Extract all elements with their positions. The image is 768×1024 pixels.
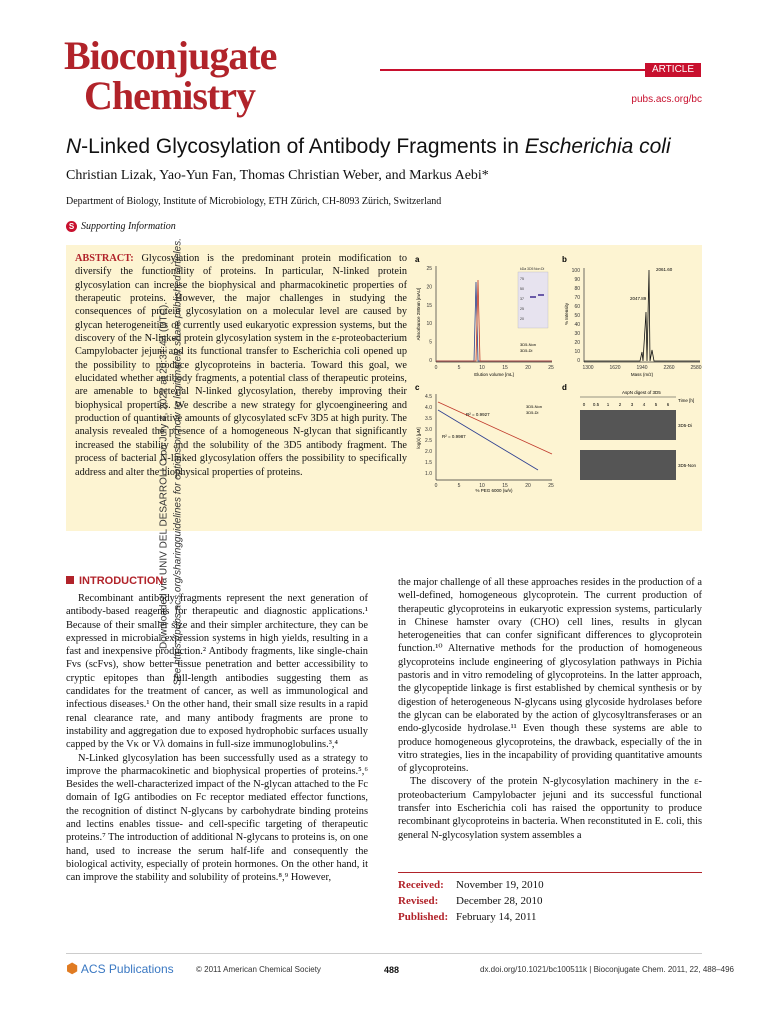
panel-c-legend-item: 3D5-Di bbox=[526, 410, 539, 415]
panel-a-ytick: 25 bbox=[426, 266, 432, 272]
panel-c-r2-di: R² = 0.9927 bbox=[466, 412, 490, 417]
panel-d-time: 5 bbox=[654, 402, 658, 407]
supporting-info-icon: S bbox=[66, 221, 77, 232]
body-column-right bbox=[398, 576, 702, 842]
panel-c-label: c bbox=[415, 383, 420, 392]
panel-c-ytick: 3.5 bbox=[425, 416, 432, 422]
panel-c-xtick: 15 bbox=[502, 483, 508, 489]
panel-b-ytick: 70 bbox=[574, 295, 580, 301]
panel-b-ytick: 20 bbox=[574, 340, 580, 346]
panel-b-spectrum bbox=[584, 270, 700, 361]
supporting-info-link[interactable]: S Supporting Information bbox=[66, 221, 176, 232]
graphical-abstract-figure bbox=[412, 252, 702, 524]
panel-b-ytick: 60 bbox=[574, 304, 580, 310]
panel-a-ytick: 5 bbox=[429, 339, 432, 346]
panel-c-ytick: 4.5 bbox=[425, 394, 432, 400]
panel-d-time: 0 bbox=[582, 402, 586, 407]
acs-publications-logo[interactable]: ⬢ ACS Publications bbox=[66, 960, 174, 976]
panel-c-r2-non: R² = 0.9987 bbox=[442, 434, 466, 439]
panel-d-time: 0.5 bbox=[592, 402, 600, 407]
intro-paragraph: the major challenge of all these approaches resides in the production of a well-defined, homogeneous glycoprotein. The current production of therapeutic glycoproteins in eukaryotic expression systems, particularly in Chinese hamster ovary (CHO) cell lines, results in glycan heterogeneities that can confer significant differences to glycoprotein function.¹⁰ Alternative methods for the production of homogeneous glycoproteins include engineering of glycosylation pathways in Pichia pastoris and in vitro remodeling of glycoproteins. In the latter approach, the glycopeptide linkage is first established by chemical synthesis or by digestion of heterogeneous N-glycans using glycoside hydrolases before the glycan can be elaborated by the action of glycosyltransferases or an endo-glycoside hydrolase.¹¹ Even though these systems are able to produce homogeneous glycoproteins, the drawback, especially of the in vitro strategies, lies in the incapability of providing quantitative amounts of glycoproteins. bbox=[398, 577, 702, 775]
copyright: © 2011 American Chemical Society bbox=[196, 965, 321, 974]
panel-d-lane-di: 3D5-Di bbox=[678, 423, 693, 428]
panel-a-ytick: 10 bbox=[426, 321, 432, 328]
dates-rule bbox=[398, 872, 702, 873]
panel-a-xtick: 10 bbox=[479, 365, 485, 371]
panel-b-peak1: 2061.60 bbox=[656, 267, 673, 272]
footer-rule bbox=[66, 953, 702, 954]
panel-a-xlabel: Elution volume [mL] bbox=[474, 372, 514, 377]
panel-b-xtick: 1940 bbox=[636, 365, 648, 371]
panel-b-peak2: 2047.89 bbox=[630, 296, 647, 301]
panel-d-time: 2 bbox=[618, 402, 622, 407]
panel-c-xlabel: % PEG 6000 (w/v) bbox=[475, 488, 513, 493]
panel-d-blot-non bbox=[580, 450, 676, 480]
panel-a-xtick: 20 bbox=[525, 365, 531, 371]
panel-c-ytick: 3.0 bbox=[425, 427, 432, 433]
panel-d-time: 1 bbox=[606, 402, 610, 407]
panel-c-xtick: 0 bbox=[434, 483, 438, 489]
affiliation: Department of Biology, Institute of Microbiology, ETH Zürich, CH-8093 Zürich, Switzerland bbox=[66, 196, 442, 207]
download-note: Downloaded via UNIV DEL DESARROLLO on July 4, 2022 at 20:31:44 (UTC). bbox=[158, 301, 170, 650]
panel-c-xtick: 20 bbox=[525, 483, 531, 489]
journal-url[interactable]: pubs.acs.org/bc bbox=[631, 94, 702, 105]
panel-b-ytick: 40 bbox=[574, 322, 580, 328]
panel-a-gel-kda: 75 bbox=[520, 277, 524, 281]
panel-d-time: 6 bbox=[666, 402, 670, 407]
panel-d-label: d bbox=[562, 383, 567, 392]
panel-a-gel-header: Di bbox=[541, 267, 545, 271]
panel-b-ytick: 100 bbox=[571, 268, 580, 274]
panel-d-title: AspN digest of 3D5 bbox=[622, 390, 661, 395]
intro-paragraph: N-Linked glycosylation has been successfully used as a strategy to improve the pharmacokinetic and biophysical properties of proteins.⁵,⁶ Besides the well-characterized impact of the N-glycan attached to the Fc domain of IgG antibodies on Fc receptor mediated effector functions, the recognition of distinct N-glycans by carbohydrate binding proteins and lectins enables tissue- and cell-specific targeting of therapeutic proteins.⁷ The introduction of additional N-glycans to proteins is, on one hand, used to increase the serum half-life and consequently the biological activity, especially of protein hormones. On the other hand, it can improve the stability and solubility of proteins.⁸,⁹ However, bbox=[66, 752, 368, 884]
doi-citation[interactable]: dx.doi.org/10.1021/bc100511k | Bioconjugate Chem. 2011, 22, 488–496 bbox=[480, 965, 734, 974]
panel-c-xtick: 25 bbox=[548, 483, 554, 489]
panel-d-time-label: Time [h] bbox=[678, 398, 695, 403]
panel-c-legend-item: 3D5-Non bbox=[526, 404, 543, 409]
panel-a-xtick: 0 bbox=[434, 365, 438, 371]
sharing-note[interactable]: See https://pubs.acs.org/sharingguidelines for options on how to legitimately share published articles. bbox=[172, 238, 184, 686]
panel-a-gel-header: kDa bbox=[520, 267, 527, 271]
panel-b-xtick: 1620 bbox=[609, 365, 621, 371]
panel-a-gel-kda: 37 bbox=[520, 297, 524, 301]
panel-b-ylabel: % Intensity bbox=[564, 302, 569, 326]
panel-b-xtick: 2580 bbox=[690, 365, 702, 371]
article-type-badge: ARTICLE bbox=[645, 63, 701, 77]
panel-b-ytick: 30 bbox=[574, 331, 580, 337]
panel-c-xtick: 5 bbox=[457, 483, 461, 489]
body-column-left bbox=[66, 592, 368, 885]
intro-paragraph: The discovery of the protein N-glycosylation machinery in the ε-proteobacterium Campylobacter jejuni and its successful functional transfer into Escherichia coli has raised the opportunity to produce recombinant glycoproteins in bacteria. When reconstituted in E. coli, this general N-glycosylation system assembles a bbox=[398, 776, 702, 841]
panel-c-ytick: 2.5 bbox=[425, 438, 432, 444]
panel-d-lane-non: 3D5-Non bbox=[678, 463, 697, 468]
panel-a-gel-header: 3D5 bbox=[527, 267, 534, 271]
article-title: N-Linked Glycosylation of Antibody Fragments in Escherichia coli bbox=[66, 135, 671, 158]
panel-d-time: 3 bbox=[630, 402, 634, 407]
panel-b-ytick: 10 bbox=[574, 349, 580, 355]
panel-a-legend-item: 3D5-Non bbox=[520, 342, 537, 347]
panel-a-ylabel: Absorbance 280nm [mAU] bbox=[416, 287, 421, 341]
panel-c-ytick: 1.0 bbox=[425, 471, 432, 477]
panel-a-ytick: 20 bbox=[426, 284, 432, 291]
author-list: Christian Lizak, Yao-Yun Fan, Thomas Christian Weber, and Markus Aebi* bbox=[66, 168, 489, 183]
journal-logo-line1: Bioconjugate bbox=[64, 33, 277, 78]
panel-a-ytick: 15 bbox=[426, 302, 432, 309]
panel-b-label: b bbox=[562, 255, 567, 264]
section-heading-introduction: INTRODUCTION bbox=[66, 575, 163, 587]
panel-d-blot-di bbox=[580, 410, 676, 440]
panel-a-legend-item: 3D5-Di bbox=[520, 348, 533, 353]
panel-a-xtick: 15 bbox=[502, 365, 508, 371]
panel-b-xtick: 2260 bbox=[663, 365, 675, 371]
panel-b-xlabel: Mass (m/z) bbox=[630, 372, 654, 377]
panel-b-xtick: 1300 bbox=[582, 365, 594, 371]
panel-c-ylabel: log(s) [μM] bbox=[416, 427, 421, 449]
panel-a-label: a bbox=[415, 255, 420, 264]
panel-c-ytick: 1.5 bbox=[425, 460, 432, 466]
panel-b-ytick: 50 bbox=[574, 313, 580, 319]
panel-b-ytick: 0 bbox=[577, 358, 580, 364]
panel-a-gel-kda: 50 bbox=[520, 287, 524, 291]
panel-c-ytick: 4.0 bbox=[425, 405, 432, 411]
abstract-text: ABSTRACT: Glycosylation is the predominant protein modification to diversify the functionality of proteins. In particular, N-linked protein glycosylation can increase the biophysical and pharmacokinetic properties of therapeutic proteins. However, the major challenges in studying the consequences of protein glycosylation on a molecular level are caused by glycan heterogeneities of currently used eukaryotic expression systems, but the discovery of the N-linked protein glycosylation system in the ε-proteobacterium Campylobacter jejuni and its functional transfer to Escherichia coli opened up the possibility to produce glycoproteins in bacteria. Toward this goal, we elucidated whether antibody fragments, a potential class of therapeutic proteins, are amenable to bacterial N-linked glycosylation, thereby improving their biophysical properties. We describe a new strategy for glycoengineering and production of quantitative amounts of glycosylated scFv 3D5 at high purity. The analysis revealed the presence of a homogeneous N-glycan that significantly increased the stability and the solubility of the 3D5 antibody fragment. The process of bacterial N-linked glycosylation offers the possibility to specifically address and alter the biophysical properties of proteins. bbox=[75, 253, 407, 478]
panel-a-gel-kda: 25 bbox=[520, 307, 524, 311]
panel-c-xtick: 10 bbox=[479, 483, 485, 489]
panel-c-ytick: 2.0 bbox=[425, 449, 432, 455]
acs-hex-icon: ⬢ bbox=[66, 960, 79, 976]
page-number: 488 bbox=[384, 965, 400, 975]
panel-a-gel-kda: 20 bbox=[520, 317, 524, 321]
publication-dates: Received: November 19, 2010 Revised: December 28, 2010 Published: February 14, 2011 bbox=[398, 879, 544, 923]
panel-d-time: 4 bbox=[642, 402, 646, 407]
header-rule bbox=[380, 69, 645, 71]
panel-b-ytick: 80 bbox=[574, 286, 580, 292]
panel-b-ytick: 90 bbox=[574, 277, 580, 283]
panel-a-ytick: 0 bbox=[429, 358, 432, 364]
journal-logo-line2: Chemistry bbox=[84, 73, 255, 118]
intro-paragraph: Recombinant antibody fragments represent the next generation of antibody-based reagents for therapeutic and diagnostic applications.¹ Because of their smaller size and their simpler architecture, they can be expressed in microbial expression systems in high yields, resulting in a fast and inexpensive production.² Antibody fragments, like single-chain Fvs (scFvs), show better tissue penetration and better accessibility to cryptic epitopes than full-length antibodies suggesting them as candidates for the treatment of cancer, as well as immunological and infectious diseases.¹ On the other hand, their small size results in a rapid renal clearance rate, and many antibody fragments are prone to instability and aggregation due to exposed hydrophobic surfaces usually capped by the Vκ or Vλ domains in full-size immunoglobulins.³,⁴ bbox=[66, 593, 368, 751]
panel-a-xtick: 25 bbox=[548, 365, 554, 371]
panel-a-xtick: 5 bbox=[457, 365, 461, 371]
panel-a-gel-header: Non bbox=[534, 267, 541, 271]
